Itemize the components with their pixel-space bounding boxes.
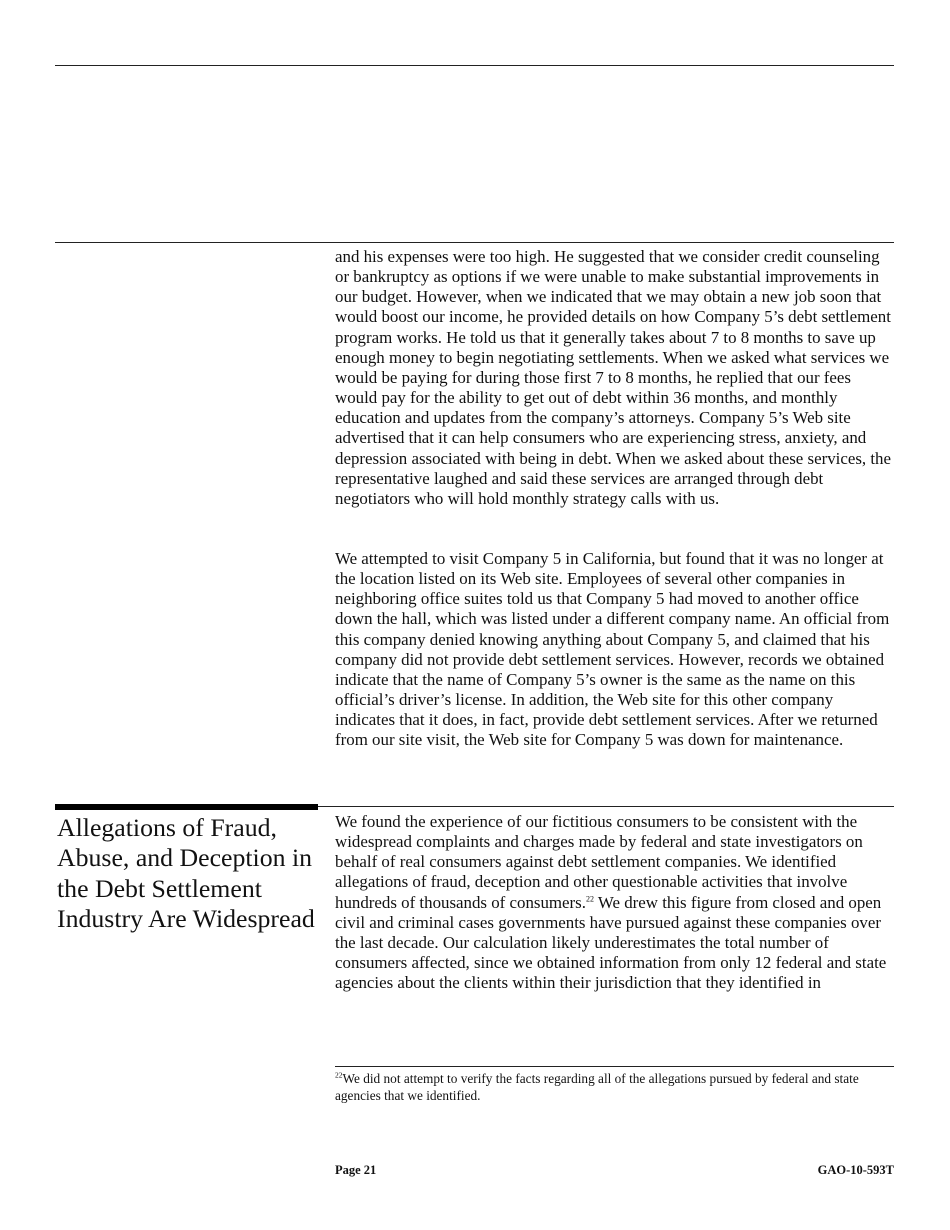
body-paragraph-2: We attempted to visit Company 5 in California, but found that it was no longer at the location listed on its Web site. Employees of several other companies in neighboring office suites told us that Company 5 had moved to another office down the hall, which was listed under a different company name. An official from this company denied knowing anything about Company 5, and claimed that his company did not provide debt settlement services. However, records we obtained indicate that the name of Company 5’s owner is the same as the name on this official’s driver’s license. In addition, the Web site for this other company indicates that it does, in fact, provide debt settlement services. After we returned from our site visit, the Web site for Company 5 was down for maintenance. (335, 549, 890, 750)
footnote-reference[interactable]: 22 (585, 894, 594, 903)
section-heading-bar (55, 804, 318, 810)
section-heading: Allegations of Fraud, Abuse, and Deception in the Debt Settlement Industry Are Widespread (57, 813, 315, 933)
page-number: Page 21 (335, 1163, 377, 1177)
footnote (335, 1071, 894, 1104)
header-rule (55, 65, 894, 66)
body-paragraph-1: and his expenses were too high. He suggested that we consider credit counseling or bankruptcy as options if we were unable to make substantial improvements in our budget. However, when we indicated that we may obtain a new job soon that would boost our income, he provided details on how Company 5’s debt settlement program works. He told us that it generally takes about 7 to 8 months to save up enough money to begin negotiating settlements. When we asked what services we would be paying for during those first 7 to 8 months, he replied that our fees would pay for the ability to get out of debt within 36 months, and monthly education and updates from the company’s attorneys. Company 5’s Web site advertised that it can help consumers who are experiencing stress, anxiety, and depression associated with being in debt. When we asked about these services, the representative laughed and said these services are arranged through debt negotiators who will hold monthly strategy calls with us. (335, 247, 891, 508)
footnote-number: 22 (335, 1070, 343, 1080)
section-paragraph-continued: We drew this figure from closed and open civil and criminal cases governments have pursued against these companies over the last decade. Our calculation likely underestimates the total number of consumers affected, since we obtained information from only 12 federal and state agencies about the clients within their jurisdiction that they identified in (335, 892, 887, 993)
section-paragraph (335, 812, 894, 993)
section-rule (318, 806, 894, 807)
report-id: GAO-10-593T (817, 1163, 894, 1177)
footnote-rule (335, 1066, 894, 1067)
content-top-rule (55, 242, 894, 243)
footnote-text: We did not attempt to verify the facts regarding all of the allegations pursued by federal and state agencies that we identified. (335, 1071, 859, 1103)
section-paragraph-text: We found the experience of our fictitious consumers to be consistent with the widespread complaints and charges made by federal and state investigators on behalf of real consumers against debt settlement companies. We identified allegations of fraud, deception and other questionable activities that involve hundreds of thousands of consumers. (335, 812, 863, 912)
